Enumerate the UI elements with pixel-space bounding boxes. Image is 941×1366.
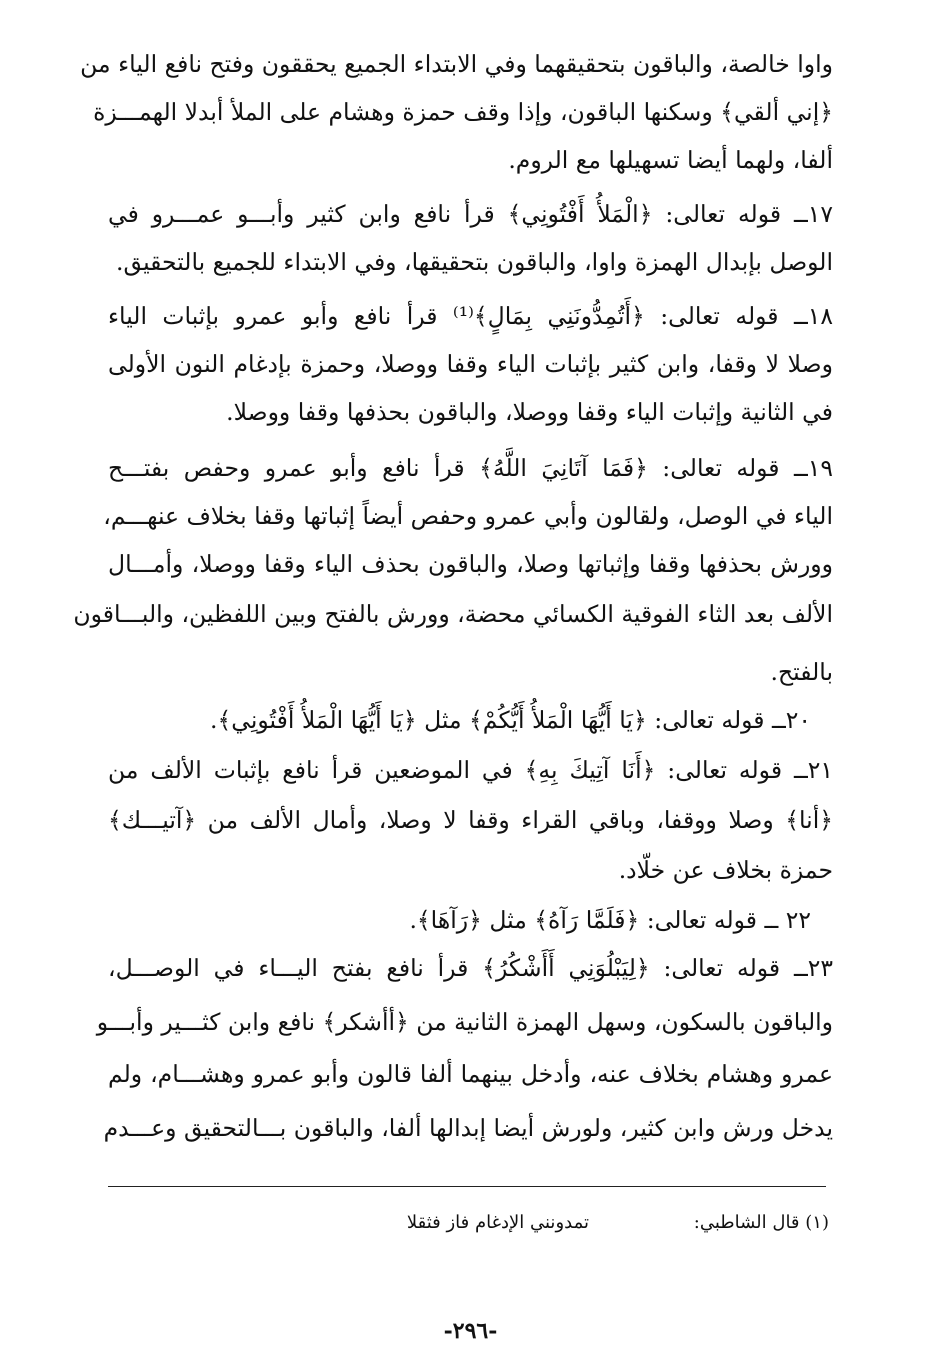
- page-number: -٢٩٦-: [443, 1318, 498, 1344]
- text-line: وورش بحذفها وقفا وإثباتها وصلا، والباقون بحذف الياء وقفا ووصلا، وأمـــال: [108, 550, 833, 578]
- text-line: والباقون بالسكون، وسهل الهمزة الثانية من ﴿أأشكر﴾ نافع وابن كثـــير وأبـــو: [96, 1008, 833, 1036]
- footnote-verse: تمدونني الإدغام فاز فثقلا: [406, 1212, 589, 1233]
- text-line: واوا خالصة، والباقون بتحقيقهما وفي الابتداء الجميع يحققون وفتح نافع الياء من: [80, 50, 833, 78]
- text-line: ١٧ــ قوله تعالى: ﴿الْمَلأُ أَفْتُونِي﴾ قرأ نافع وابن كثير وأبـــو عمـــرو في: [108, 200, 833, 228]
- footnote-divider: [108, 1186, 826, 1187]
- text-line: وصلا لا وقفا، وابن كثير بإثبات الياء وقفا ووصلا، وحمزة بإدغام النون الأولى: [108, 350, 833, 378]
- text-line: ١٩ــ قوله تعالى: ﴿فَمَا آتَانِيَ اللَّهُ﴾ قرأ نافع وأبو عمرو وحفص بفتـــح: [108, 454, 833, 482]
- text-line: بالفتح.: [770, 658, 833, 686]
- text-line: الألف بعد الثاء الفوقية الكسائي محضة، وورش بالفتح وبين اللفظين، والبـــاقون: [73, 600, 833, 628]
- text-line: ألفا، ولهما أيضا تسهيلها مع الروم.: [508, 146, 833, 174]
- footnote-label: (١) قال الشاطبي:: [693, 1212, 829, 1233]
- text-line: في الثانية وإثبات الياء وقفا ووصلا، والباقون بحذفها وقفا ووصلا.: [226, 398, 833, 426]
- text-line: ٢٢ ــ قوله تعالى: ﴿فَلَمَّا رَآهُ﴾ مثل ﴿رَآهَا﴾.: [409, 906, 811, 934]
- text-line: الوصل بإبدال الهمزة واوا، والباقون بتحقيقها، وفي الابتداء للجميع بالتحقيق.: [116, 248, 833, 276]
- text-line: حمزة بخلاف عن خلّاد.: [618, 856, 833, 884]
- text-line: ﴿إني ألقي﴾ وسكنها الباقون، وإذا وقف حمزة وهشام على الملأ أبدلا الهمـــزة: [93, 98, 833, 126]
- text-line: يدخل ورش وابن كثير، ولورش أيضا إبدالها ألفا، والباقون بـــالتحقيق وعـــدم: [103, 1114, 833, 1142]
- text-line: الياء في الوصل، ولقالون وأبي عمرو وحفص أيضاً إثباتها وقفا بخلاف عنهـــم،: [103, 502, 833, 530]
- text-line: ٢٠ــ قوله تعالى: ﴿يَا أَيُّهَا الْمَلأُ أَيُّكُمْ﴾ مثل ﴿يَا أَيُّهَا الْمَلأُ أَفْتُونِي﴾.: [210, 706, 811, 734]
- text-line: ﴿أنا﴾ وصلا ووقفا، وباقي القراء وقفا لا وصلا، وأمال الألف من ﴿آتيـــك﴾: [108, 806, 833, 834]
- text-line: ٢٣ــ قوله تعالى: ﴿لِيَبْلُوَنِي أَأَشْكُرُ﴾ قرأ نافع بفتح اليـــاء في الوصـــل،: [108, 954, 833, 982]
- text-line: عمرو وهشام بخلاف عنه، وأدخل بينهما ألفا قالون وأبو عمرو وهشـــام، ولم: [108, 1060, 833, 1088]
- text-line: ١٨ــ قوله تعالى: ﴿أَتُمِدُّونَنِي بِمَالٍ﴾⁽¹⁾ قرأ نافع وأبو عمرو بإثبات الياء: [108, 302, 833, 330]
- text-line: ٢١ــ قوله تعالى: ﴿أَنَا آتِيكَ بِهِ﴾ في الموضعين قرأ نافع بإثبات الألف من: [108, 756, 833, 784]
